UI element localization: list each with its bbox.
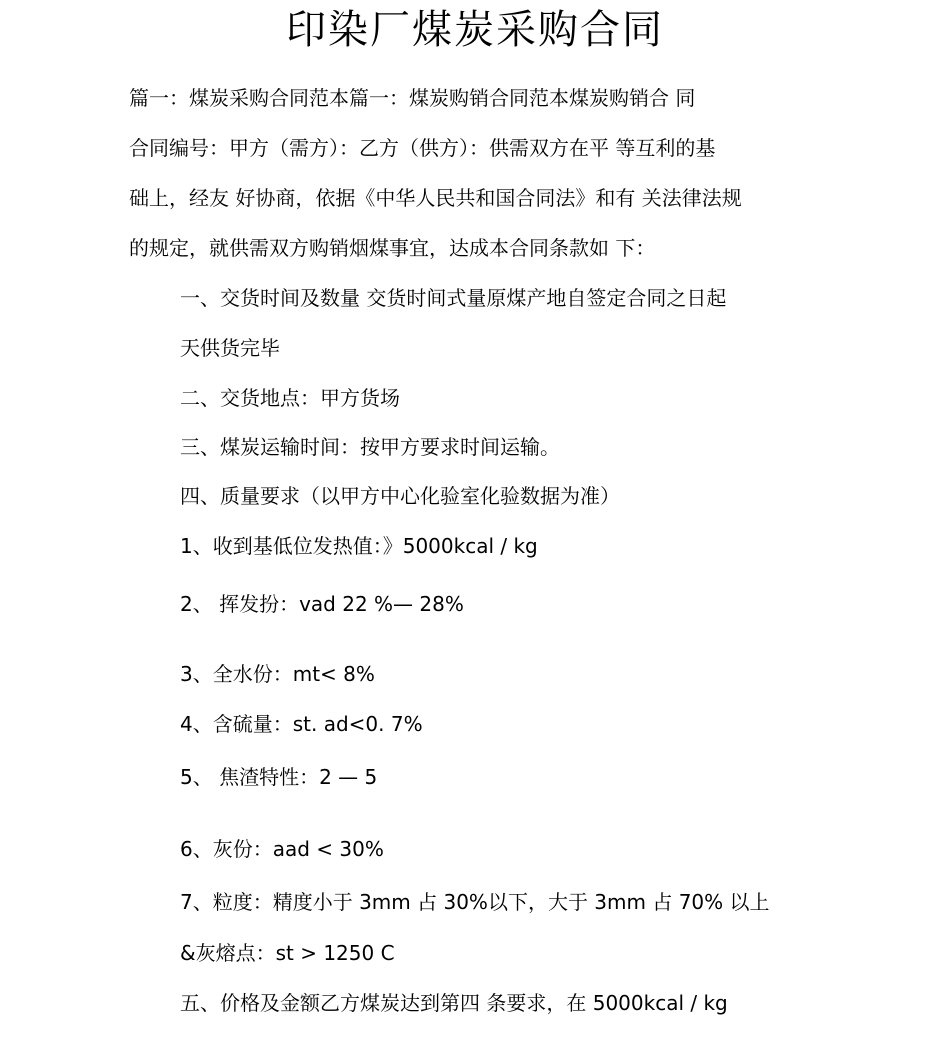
intro-line-1: 篇一：煤炭采购合同范本篇一：煤炭购销合同范本煤炭购销合 同 — [129, 86, 696, 110]
intro-line-4: 的规定，就供需双方购销烟煤事宜，达成本合同条款如 下： — [129, 236, 656, 260]
clause-transport-time: 三、煤炭运输时间：按甲方要求时间运输。 — [180, 435, 560, 459]
quality-item-ash: 6、灰份：aad < 30% — [180, 837, 384, 861]
clause-delivery-time-cont: 天供货完毕 — [180, 336, 280, 360]
quality-item-moisture: 3、全水份：mt< 8% — [180, 662, 375, 686]
quality-item-granularity: 7、粒度：精度小于 3mm 占 30%以下，大于 3mm 占 70% 以上 — [180, 890, 770, 914]
quality-item-ash-fusion: &灰熔点：st > 1250 C — [180, 941, 395, 965]
clause-quality-heading: 四、质量要求（以甲方中心化验室化验数据为准） — [180, 484, 620, 508]
intro-line-2: 合同编号：甲方（需方）：乙方（供方）：供需双方在平 等互利的基 — [129, 136, 716, 160]
clause-delivery-time: 一、交货时间及数量 交货时间式量原煤产地自签定合同之日起 — [180, 286, 727, 310]
quality-item-volatile: 2、 挥发扮：vad 22 %— 28% — [180, 592, 464, 616]
quality-item-coke-residue: 5、 焦渣特性：2 — 5 — [180, 765, 378, 789]
quality-item-sulfur: 4、含硫量：st. ad<0. 7% — [180, 712, 423, 736]
clause-delivery-location: 二、交货地点：甲方货场 — [180, 386, 400, 410]
intro-line-3: 础上，经友 好协商，依据《中华人民共和国合同法》和有 关法律法规 — [129, 186, 742, 210]
document-title: 印染厂煤炭采购合同 — [286, 7, 664, 53]
clause-price-amount: 五、价格及金额乙方煤炭达到第四 条要求，在 5000kcal / kg — [180, 991, 728, 1015]
quality-item-heating-value: 1、收到基低位发热值：》5000kcal / kg — [180, 534, 538, 558]
